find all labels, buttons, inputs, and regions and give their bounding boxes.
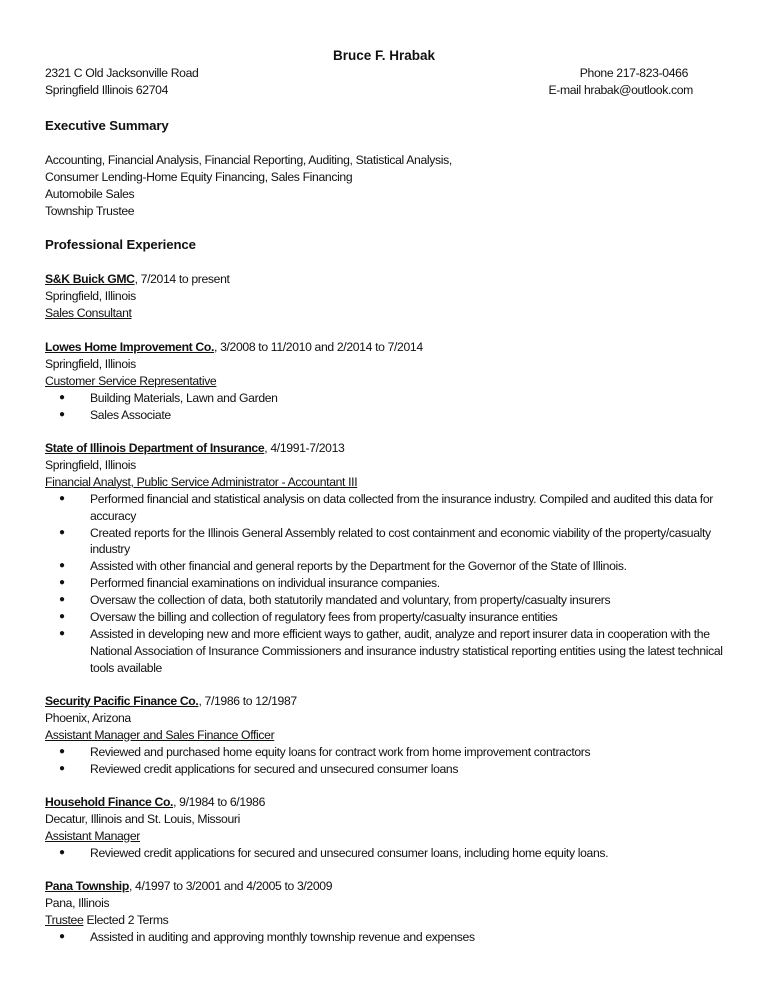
job-location: Springfield, Illinois	[45, 288, 136, 303]
job-role-note: Elected 2 Terms	[83, 912, 169, 927]
bullet-item: ● Assisted with other financial and general reports by the Department for the Governor of the State of Illinois.	[45, 558, 735, 575]
job-bullets	[45, 491, 735, 677]
job-entry	[45, 693, 735, 778]
summary-line: Accounting, Financial Analysis, Financial Reporting, Auditing, Statistical Analysis,	[45, 153, 452, 167]
job-company: Lowes Home Improvement Co.	[45, 340, 215, 354]
job-dates: , 7/2014 to present	[134, 272, 230, 286]
address-line-2: Springfield Illinois 62704	[45, 83, 169, 97]
bullet-item: ● Reviewed and purchased home equity loans for contract work from home improvement contractors	[45, 744, 735, 761]
contact-row-1	[45, 66, 693, 83]
summary-line: Consumer Lending-Home Equity Financing, Sales Financing	[45, 169, 353, 184]
job-role: Financial Analyst, Public Service Administrator - Accountant III	[45, 474, 358, 489]
bullet-item: ● Assisted in developing new and more efficient ways to gather, audit, analyze and report insurer data in cooperation with the National Association of Insurance Commissioners and insurance industry statistical reporting entities using the latest technical tools available	[45, 626, 735, 677]
job-location: Springfield, Illinois	[45, 457, 136, 472]
job-role: Sales Consultant	[45, 305, 132, 320]
job-company: S&K Buick GMC	[45, 272, 135, 286]
bullet-item: ● Assisted in auditing and approving monthly township revenue and expenses	[45, 929, 735, 946]
address-line-1: 2321 C Old Jacksonville Road	[45, 66, 199, 80]
bullet-item: ● Performed financial examinations on individual insurance companies.	[45, 575, 735, 592]
bullet-item: ● Reviewed credit applications for secured and unsecured consumer loans, including home equity loans.	[45, 845, 735, 862]
job-dates: , 4/1991-7/2013	[264, 441, 345, 455]
job-dates: , 9/1984 to 6/1986	[173, 795, 266, 809]
job-location: Pana, Illinois	[45, 895, 110, 910]
job-entry	[45, 878, 735, 946]
job-role: Assistant Manager and Sales Finance Officer	[45, 727, 275, 742]
job-bullets	[45, 744, 735, 778]
summary-line: Township Trustee	[45, 203, 135, 218]
bullet-item: ● Performed financial and statistical analysis on data collected from the insurance industry. Compiled and audited this data for accuracy	[45, 491, 735, 525]
job-company: State of Illinois Department of Insurance	[45, 441, 265, 455]
resume-name: Bruce F. Hrabak	[332, 48, 436, 63]
bullet-item: ● Sales Associate	[45, 407, 735, 424]
job-entry	[45, 271, 735, 322]
job-bullets	[45, 845, 735, 862]
bullet-item: ● Created reports for the Illinois General Assembly related to cost containment and economic viability of the property/casualty industry	[45, 525, 735, 559]
contact-row-2	[45, 83, 693, 100]
job-company: Pana Township	[45, 879, 129, 893]
job-company: Security Pacific Finance Co.	[45, 694, 199, 708]
job-location: Phoenix, Arizona	[45, 710, 131, 725]
bullet-item: ● Oversaw the billing and collection of regulatory fees from property/casualty insurance entities	[45, 609, 735, 626]
job-role: Assistant Manager	[45, 828, 140, 843]
bullet-item: ● Oversaw the collection of data, both statutorily mandated and voluntary, from property/casualty insurers	[45, 592, 735, 609]
job-location: Decatur, Illinois and St. Louis, Missouri	[45, 811, 240, 826]
job-bullets	[45, 929, 735, 946]
executive-summary-heading: Executive Summary	[45, 118, 169, 133]
professional-experience-heading: Professional Experience	[45, 237, 196, 252]
bullet-item: ● Building Materials, Lawn and Garden	[45, 390, 735, 407]
job-role: Trustee	[45, 912, 84, 927]
job-bullets	[45, 390, 735, 424]
job-entry	[45, 440, 735, 677]
job-dates: , 3/2008 to 11/2010 and 2/2014 to 7/2014	[214, 340, 423, 354]
job-entry	[45, 339, 735, 424]
job-entry	[45, 794, 735, 862]
bullet-item: ● Reviewed credit applications for secured and unsecured consumer loans	[45, 761, 735, 778]
job-location: Springfield, Illinois	[45, 356, 136, 371]
executive-summary-body	[45, 152, 735, 220]
summary-line: Automobile Sales	[45, 186, 135, 201]
phone-number: Phone 217-823-0466	[579, 66, 688, 80]
email-address: E-mail hrabak@outlook.com	[548, 83, 693, 97]
job-dates: , 4/1997 to 3/2001 and 4/2005 to 3/2009	[128, 879, 333, 893]
job-company: Household Finance Co.	[45, 795, 174, 809]
job-dates: , 7/1986 to 12/1987	[198, 694, 297, 708]
job-role: Customer Service Representative	[45, 373, 217, 388]
